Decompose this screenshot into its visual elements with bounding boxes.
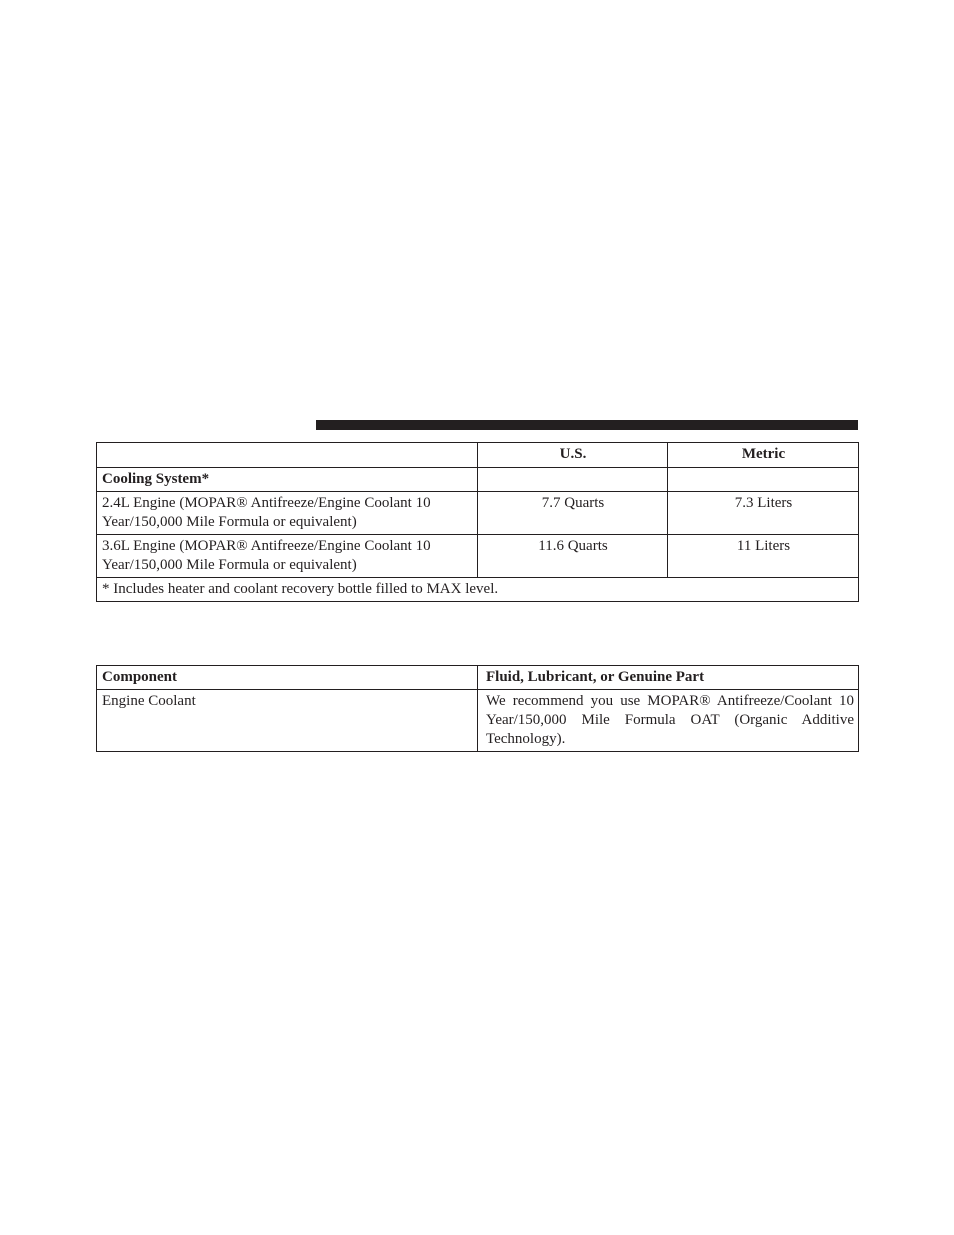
footnote-row — [97, 578, 859, 602]
row-description: 2.4L Engine (MOPAR® Antifreeze/Engine Coolant 10 Year/150,000 Mile Formula or equivalent) — [97, 492, 478, 535]
row-us-value: 11.6 Quarts — [478, 535, 668, 578]
section-divider-bar — [316, 420, 858, 430]
table-row — [97, 690, 859, 752]
row-description: 3.6L Engine (MOPAR® Antifreeze/Engine Coolant 10 Year/150,000 Mile Formula or equivalent) — [97, 535, 478, 578]
fluid-capacities-table — [96, 442, 859, 602]
header-component: Component — [97, 666, 478, 690]
table-row — [97, 492, 859, 535]
row-metric-value: 7.3 Liters — [668, 492, 859, 535]
empty-cell — [478, 468, 668, 492]
header-fluid: Fluid, Lubricant, or Genuine Part — [478, 666, 859, 690]
row-metric-value: 11 Liters — [668, 535, 859, 578]
fluids-lubricants-table — [96, 665, 859, 752]
table-header-row — [97, 666, 859, 690]
header-metric: Metric — [668, 443, 859, 468]
table-header-row — [97, 443, 859, 468]
footnote: * Includes heater and coolant recovery bottle filled to MAX level. — [97, 578, 859, 602]
empty-cell — [668, 468, 859, 492]
row-us-value: 7.7 Quarts — [478, 492, 668, 535]
header-description — [97, 443, 478, 468]
table-row — [97, 535, 859, 578]
row-component: Engine Coolant — [97, 690, 478, 752]
row-fluid: We recommend you use MOPAR® Antifreeze/Coolant 10 Year/150,000 Mile Formula OAT (Organic Additive Technology). — [478, 690, 859, 752]
section-row — [97, 468, 859, 492]
header-us: U.S. — [478, 443, 668, 468]
section-title: Cooling System* — [97, 468, 478, 492]
